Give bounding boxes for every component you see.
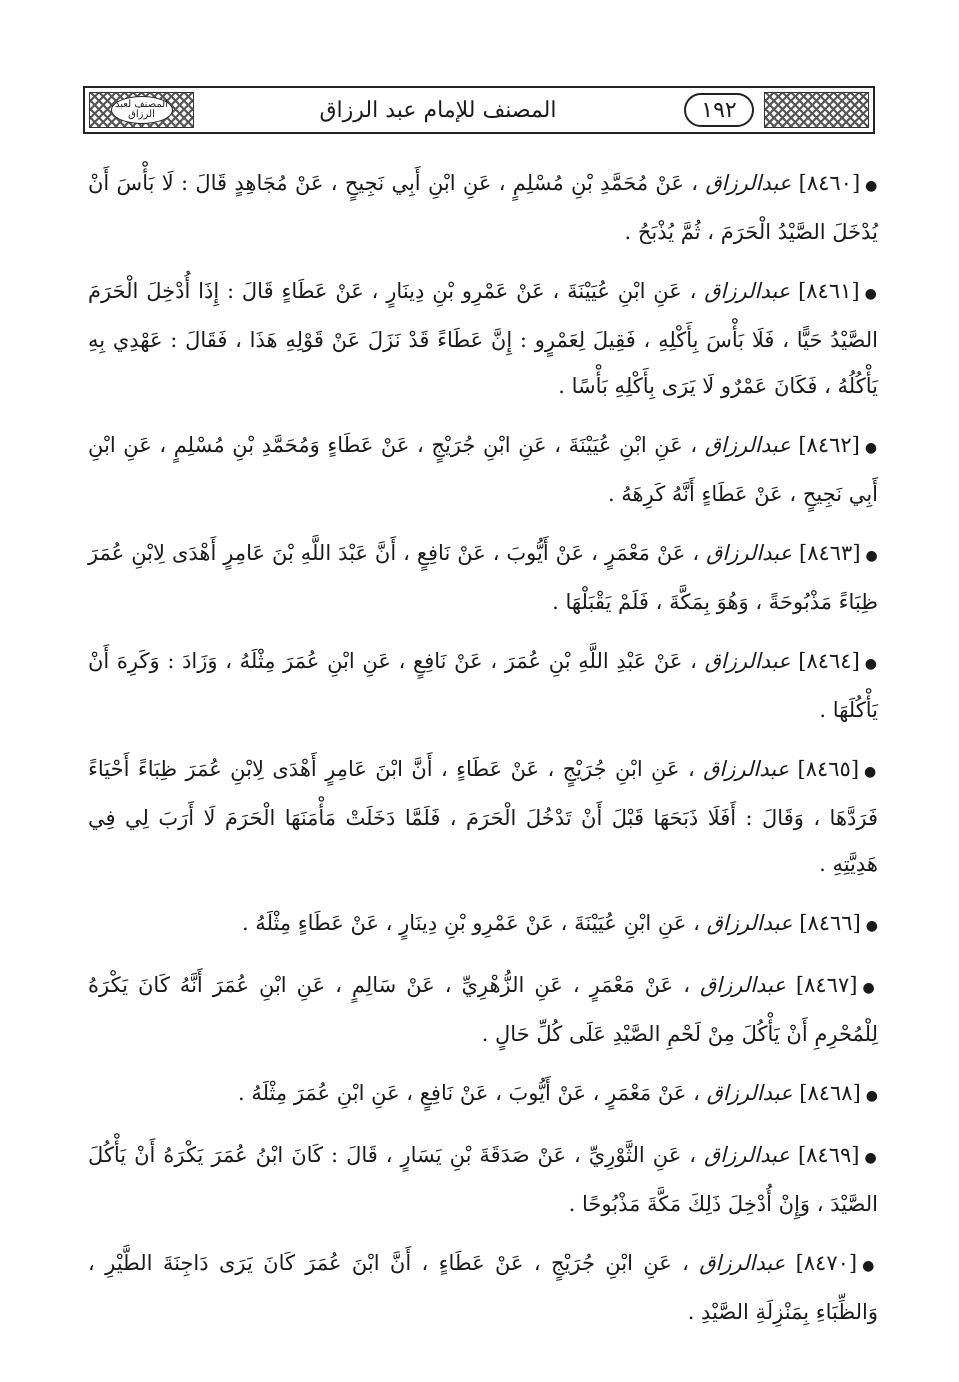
hadith-number: [٨٤٦٢] xyxy=(798,433,860,457)
hadith-entry xyxy=(88,160,878,255)
header-ornament-right xyxy=(764,92,869,128)
hadith-number: [٨٤٦٥] xyxy=(797,757,860,781)
hadith-entry xyxy=(88,530,878,625)
hadith-text: ، عَنْ مُحَمَّدِ بْنِ مُسْلِمٍ ، عَنِ ابْنِ أَبِي نَجِيحٍ ، عَنْ مُجَاهِدٍ قَالَ : لَا بَأْسَ أَنْ يُدْخَلَ الصَّيْدُ الْحَرَمَ ، ثُمَّ يُذْبَحُ . xyxy=(88,171,878,244)
hadith-entry xyxy=(88,1070,878,1119)
hadith-text: ، عَنْ مَعْمَرٍ ، عَنْ أَيُّوبَ ، عَنْ نَافِعٍ ، أَنَّ عَبْدَ اللَّهِ بْنَ عَامِرٍ أَهْدَى لِابْنِ عُمَرَ ظِبَاءً مَذْبُوحَةً ، وَهُوَ بِمَكَّةَ ، فَلَمْ يَقْبَلْهَا . xyxy=(88,541,878,614)
hadith-number: [٨٤٦٣] xyxy=(799,541,861,565)
hadith-text: ، عَنْ مَعْمَرٍ ، عَنِ الزُّهْرِيِّ ، عَنْ سَالِمٍ ، عَنِ ابْنِ عُمَرَ أَنَّهُ كَانَ يَكْرَهُ لِلْمُحْرِمِ أَنْ يَأْكُلَ مِنْ لَحْمِ الصَّيْدِ عَلَى كُلِّ حَالٍ . xyxy=(88,973,878,1046)
bullet-icon: ● xyxy=(864,440,878,456)
book-title: المصنف للإمام عبد الرزاق xyxy=(319,97,557,123)
hadith-text: ، عَنِ الثَّوْرِيِّ ، عَنْ صَدَقَةَ بْنِ يَسَارٍ ، قَالَ : كَانَ ابْنُ عُمَرَ يَكْرَهُ أَنْ يَأْكُلَ الصَّيْدَ ، وَإِنْ أُدْخِلَ ذَلِكَ مَكَّةَ مَذْبُوحًا . xyxy=(88,1143,878,1216)
narrator-name: عبدالرزاق xyxy=(705,171,792,195)
bullet-icon: ● xyxy=(864,656,878,672)
narrator-name: عبدالرزاق xyxy=(704,433,791,457)
hadith-number: [٨٤٦٦] xyxy=(799,911,861,935)
bullet-icon: ● xyxy=(864,764,878,780)
hadith-entry xyxy=(88,638,878,733)
hadith-number: [٨٤٦١] xyxy=(798,279,860,303)
page-header xyxy=(83,86,875,134)
hadith-entry xyxy=(88,422,878,517)
hadith-entry xyxy=(88,962,878,1057)
hadith-text: ، عَنِ ابْنِ جُرَيْجٍ ، عَنْ عَطَاءٍ ، أَنَّ ابْنَ عَامِرٍ أَهْدَى لِابْنِ عُمَرَ ظِبَاءً أَحْيَاءً فَرَدَّهَا ، وَقَالَ : أَفَلَا ذَبَحَهَا قَبْلَ أَنْ تَدْخُلَ الْحَرَمَ ، فَلَمَّا دَخَلَتْ مَأْمَنَهَا الْحَرَمَ لَا أَرَبَ لِي فِي هَدِيَّتِهِ . xyxy=(88,757,878,876)
header-ornament-left xyxy=(89,92,194,128)
hadith-number: [٨٤٧٠] xyxy=(795,1251,858,1275)
hadith-entry xyxy=(88,1132,878,1227)
hadith-text: ، عَنِ ابْنِ عُيَيْنَةَ ، عَنْ عَمْرِو بْنِ دِينَارٍ ، عَنْ عَطَاءٍ مِثْلَهُ . xyxy=(241,911,700,935)
bullet-icon: ● xyxy=(864,286,878,302)
hadith-number: [٨٤٦٠] xyxy=(798,171,861,195)
hadith-number: [٨٤٦٨] xyxy=(799,1081,861,1105)
hadith-entry xyxy=(88,746,878,887)
narrator-name: عبدالرزاق xyxy=(706,1081,793,1105)
hadith-entry xyxy=(88,268,878,409)
hadith-entry xyxy=(88,1240,878,1335)
bullet-icon: ● xyxy=(865,1088,878,1104)
hadith-text: ، عَنِ ابْنِ جُرَيْجٍ ، عَنْ عَطَاءٍ ، أَنَّ ابْنَ عُمَرَ كَانَ يَرَى دَاجِنَةَ الطَّيْرِ ، وَالظِّبَاءِ بِمَنْزِلَةِ الصَّيْدِ . xyxy=(88,1251,878,1324)
narrator-name: عبدالرزاق xyxy=(704,279,791,303)
hadith-number: [٨٤٦٧] xyxy=(795,973,858,997)
narrator-name: عبدالرزاق xyxy=(703,1143,790,1167)
hadith-number: [٨٤٦٤] xyxy=(798,649,860,673)
hadith-text: ، عَنِ ابْنِ عُيَيْنَةَ ، عَنْ عَمْرِو بْنِ دِينَارٍ ، عَنْ عَطَاءٍ قَالَ : إِذَا أُدْخِلَ الْحَرَمَ الصَّيْدُ حَيًّا ، فَلَا بَأْسَ بِأَكْلِهِ ، فَقِيلَ لِعَمْرٍو : إِنَّ عَطَاءً قَدْ نَزَلَ عَنْ قَوْلِهِ هَذَا ، فَقَالَ : عَهْدِي بِهِ يَأْكُلُهُ ، فَكَانَ عَمْرٌو لَا يَرَى بِأَكْلِهِ بَأْسًا . xyxy=(88,279,878,398)
narrator-name: عبدالرزاق xyxy=(706,911,793,935)
narrator-name: عبدالرزاق xyxy=(699,1251,786,1275)
hadith-list xyxy=(88,160,878,1348)
bullet-icon: ● xyxy=(862,1258,878,1274)
page-number: ١٩٢ xyxy=(684,93,754,127)
narrator-name: عبدالرزاق xyxy=(704,649,791,673)
bullet-icon: ● xyxy=(865,178,878,194)
narrator-name: عبدالرزاق xyxy=(703,757,790,781)
narrator-name: عبدالرزاق xyxy=(706,541,793,565)
hadith-number: [٨٤٦٩] xyxy=(797,1143,860,1167)
hadith-text: ، عَنْ عَبْدِ اللَّهِ بْنِ عُمَرَ ، عَنْ نَافِعٍ ، عَنِ ابْنِ عُمَرَ مِثْلَهُ ، وَزَادَ : وَكَرِهَ أَنْ يَأْكُلَهَا . xyxy=(88,649,878,722)
bullet-icon: ● xyxy=(864,1150,878,1166)
bullet-icon: ● xyxy=(865,918,878,934)
hadith-text: ، عَنْ مَعْمَرٍ ، عَنْ أَيُّوبَ ، عَنْ نَافِعٍ ، عَنِ ابْنِ عُمَرَ مِثْلَهُ . xyxy=(238,1081,700,1105)
narrator-name: عبدالرزاق xyxy=(699,973,786,997)
hadith-entry xyxy=(88,900,878,949)
hadith-text: ، عَنِ ابْنِ عُيَيْنَةَ ، عَنِ ابْنِ جُرَيْجٍ ، عَنْ عَطَاءٍ وَمُحَمَّدِ بْنِ مُسْلِمٍ ، عَنِ ابْنِ أَبِي نَجِيحٍ ، عَنْ عَطَاءٍ أَنَّهُ كَرِهَهُ . xyxy=(88,433,878,506)
bullet-icon: ● xyxy=(862,980,878,996)
book-emblem: المصنف لعبد الرزاق xyxy=(111,96,173,124)
bullet-icon: ● xyxy=(865,548,879,564)
